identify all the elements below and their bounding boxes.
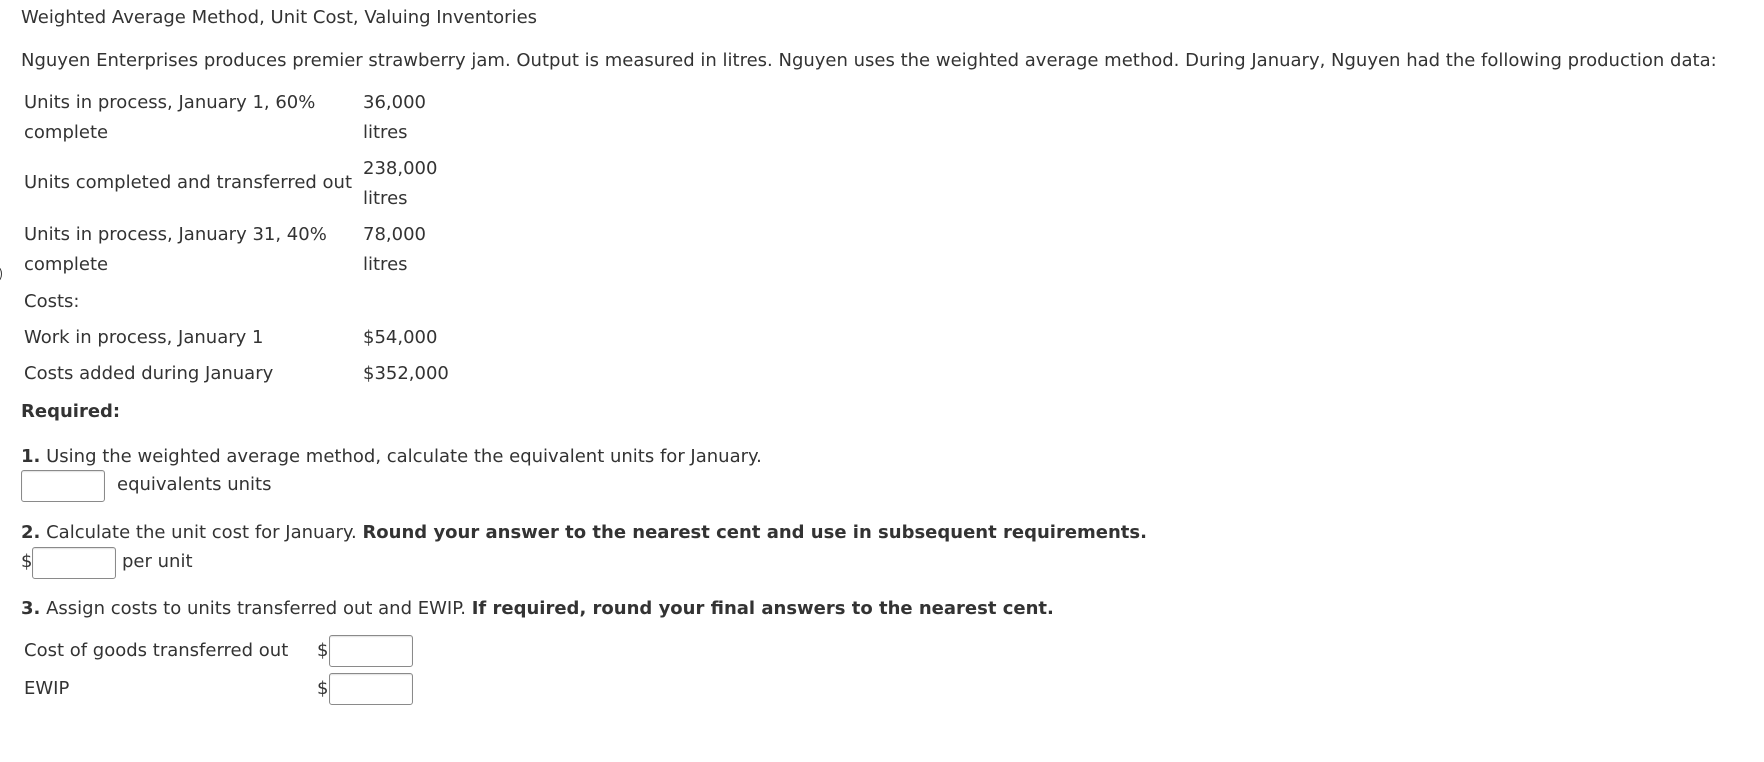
row2-value-line1: 238,000 xyxy=(363,158,438,179)
row3-label-line1: Units in process, January 31, 40% xyxy=(24,224,327,245)
row3-value-line2: litres xyxy=(363,254,408,275)
row4-label: Costs: xyxy=(24,291,80,312)
row6-value: $352,000 xyxy=(363,363,449,384)
intro-paragraph: Nguyen Enterprises produces premier strawberry jam. Output is measured in litres. Nguyen uses the weighted average method. During January, Nguyen had the following production data: xyxy=(21,50,1717,71)
page-title: Weighted Average Method, Unit Cost, Valuing Inventories xyxy=(21,7,538,28)
row1-value-line1: 36,000 xyxy=(363,92,426,113)
row3-label-line2: complete xyxy=(24,254,109,275)
row1-value-line2: litres xyxy=(363,122,408,143)
q2-prompt xyxy=(21,522,1147,543)
q2-dollar-prefix: $ xyxy=(21,551,33,572)
row2-value-line2: litres xyxy=(363,188,408,209)
q3-prompt xyxy=(21,598,1054,619)
ewip-label: EWIP xyxy=(24,678,70,699)
row1-label-line2: complete xyxy=(24,122,109,143)
cost-transferred-out-label: Cost of goods transferred out xyxy=(24,640,289,661)
cost-transferred-out-input[interactable] xyxy=(329,635,413,667)
q3-bold-instruction: If required, round your final answers to the nearest cent. xyxy=(471,598,1054,619)
row3-value-line1: 78,000 xyxy=(363,224,426,245)
required-heading: Required: xyxy=(21,401,121,422)
row6-label: Costs added during January xyxy=(24,363,274,384)
ewip-input[interactable] xyxy=(329,673,413,705)
q2-number: 2. xyxy=(21,522,41,543)
cost-transferred-out-dollar: $ xyxy=(317,640,329,661)
left-edge-marker xyxy=(0,267,2,281)
q1-number: 1. xyxy=(21,446,41,467)
row5-label: Work in process, January 1 xyxy=(24,327,264,348)
equivalent-units-input[interactable] xyxy=(21,470,105,502)
q3-number: 3. xyxy=(21,598,41,619)
q2-suffix: per unit xyxy=(122,551,193,572)
q2-bold-instruction: Round your answer to the nearest cent and use in subsequent requirements. xyxy=(362,522,1147,543)
q1-text: Using the weighted average method, calculate the equivalent units for January. xyxy=(46,446,762,467)
row2-label: Units completed and transferred out xyxy=(24,172,353,193)
row5-value: $54,000 xyxy=(363,327,438,348)
unit-cost-input[interactable] xyxy=(32,547,116,579)
row1-label-line1: Units in process, January 1, 60% xyxy=(24,92,316,113)
q1-suffix: equivalents units xyxy=(117,474,272,495)
q1-prompt xyxy=(21,446,762,467)
ewip-dollar: $ xyxy=(317,678,329,699)
q3-text: Assign costs to units transferred out and EWIP. xyxy=(46,598,466,619)
q2-text: Calculate the unit cost for January. xyxy=(46,522,357,543)
